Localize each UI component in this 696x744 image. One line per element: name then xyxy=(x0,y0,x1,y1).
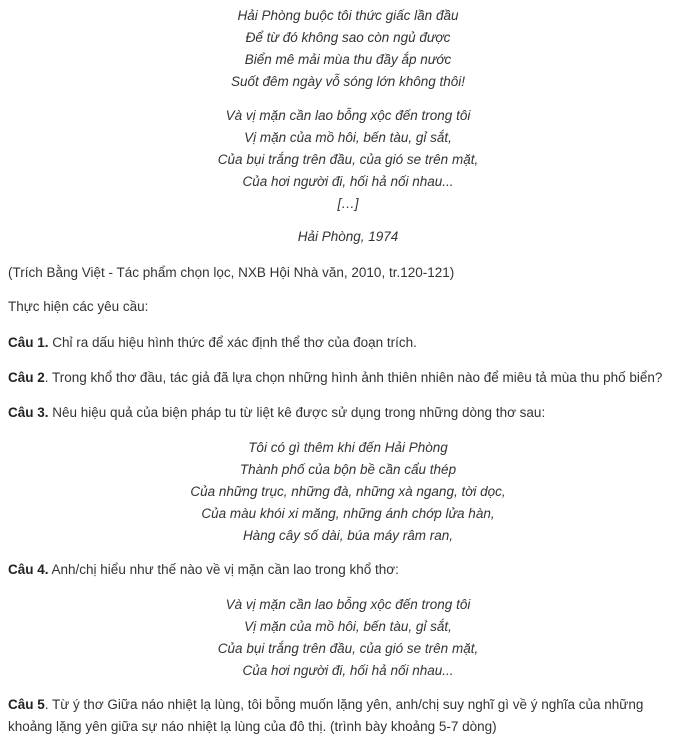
poem-line: Và vị mặn cần lao bỗng xộc đến trong tôi xyxy=(225,108,471,123)
poem-line: Để từ đó không sao còn ngủ được xyxy=(245,30,451,45)
question-text: Anh/chị hiểu như thế nào về vị mặn cần lao trong khổ thơ: xyxy=(48,562,399,577)
poem-place-date: Hải Phòng, 1974 xyxy=(297,229,399,244)
poem-stanza-4 xyxy=(0,594,696,682)
poem-line: Hải Phòng buộc tôi thức giấc lần đầu xyxy=(237,8,459,23)
poem-line: Thành phố của bộn bề cần cẩu thép xyxy=(239,462,457,477)
poem-line: Tôi có gì thêm khi đến Hải Phòng xyxy=(248,440,448,455)
poem-line: Suốt đêm ngày vỗ sóng lớn không thôi! xyxy=(230,74,466,89)
question-text: Nêu hiệu quả của biện pháp tu từ liệt kê được sử dụng trong những dòng thơ sau: xyxy=(48,405,546,420)
poem-line: Của màu khói xi măng, những ánh chớp lửa hàn, xyxy=(201,506,495,521)
question-4 xyxy=(8,559,688,581)
poem-line: Hàng cây số dài, búa máy râm ran, xyxy=(242,528,454,543)
poem-line: Của hơi người đi, hối hả nối nhau... xyxy=(242,174,454,189)
question-text: . Từ ý thơ Giữa náo nhiệt lạ lùng, tôi bỗng muốn lặng yên, anh/chị suy nghĩ gì về ý nghĩa của những khoảng lặng yên giữa sự náo nhiệt lạ lùng của đô thị. (trình bày khoảng 5-7 dòng) xyxy=(8,697,644,734)
question-label: Câu 5 xyxy=(8,697,45,712)
poem-line: Vị mặn của mồ hôi, bến tàu, gỉ sắt, xyxy=(244,130,452,145)
question-label: Câu 3. xyxy=(8,405,49,420)
question-1 xyxy=(8,332,688,354)
poem-line: Biển mê mải mùa thu đầy ắp nước xyxy=(244,52,452,67)
question-3 xyxy=(8,402,688,424)
poem-line: Và vị mặn cần lao bỗng xộc đến trong tôi xyxy=(225,597,471,612)
poem-ellipsis: […] xyxy=(337,196,359,211)
poem-line: Của bụi trắng trên đầu, của gió se trên mặt, xyxy=(217,152,479,167)
poem-line: Của hơi người đi, hối hả nối nhau... xyxy=(242,663,454,678)
question-5 xyxy=(8,694,688,738)
question-2 xyxy=(8,367,688,389)
question-label: Câu 2 xyxy=(8,370,45,385)
question-label: Câu 4. xyxy=(8,562,49,577)
poem-stanza-1 xyxy=(0,5,696,93)
question-text: Chỉ ra dấu hiệu hình thức để xác định thể thơ của đoạn trích. xyxy=(48,335,417,350)
poem-line: Của những trục, những đà, những xà ngang, tời dọc, xyxy=(190,484,506,499)
poem-stanza-3 xyxy=(0,437,696,547)
source-citation: (Trích Bằng Việt - Tác phẩm chọn lọc, NXB Hội Nhà văn, 2010, tr.120-121) xyxy=(8,265,455,280)
poem-line: Của bụi trắng trên đầu, của gió se trên mặt, xyxy=(217,641,479,656)
question-label: Câu 1. xyxy=(8,335,49,350)
poem-stanza-2 xyxy=(0,105,696,215)
instructions-heading: Thực hiện các yêu cầu: xyxy=(8,299,149,314)
question-text: . Trong khổ thơ đầu, tác giả đã lựa chọn những hình ảnh thiên nhiên nào để miêu tả mùa thu phố biển? xyxy=(44,370,663,385)
poem-line: Vị mặn của mồ hôi, bến tàu, gỉ sắt, xyxy=(244,619,452,634)
